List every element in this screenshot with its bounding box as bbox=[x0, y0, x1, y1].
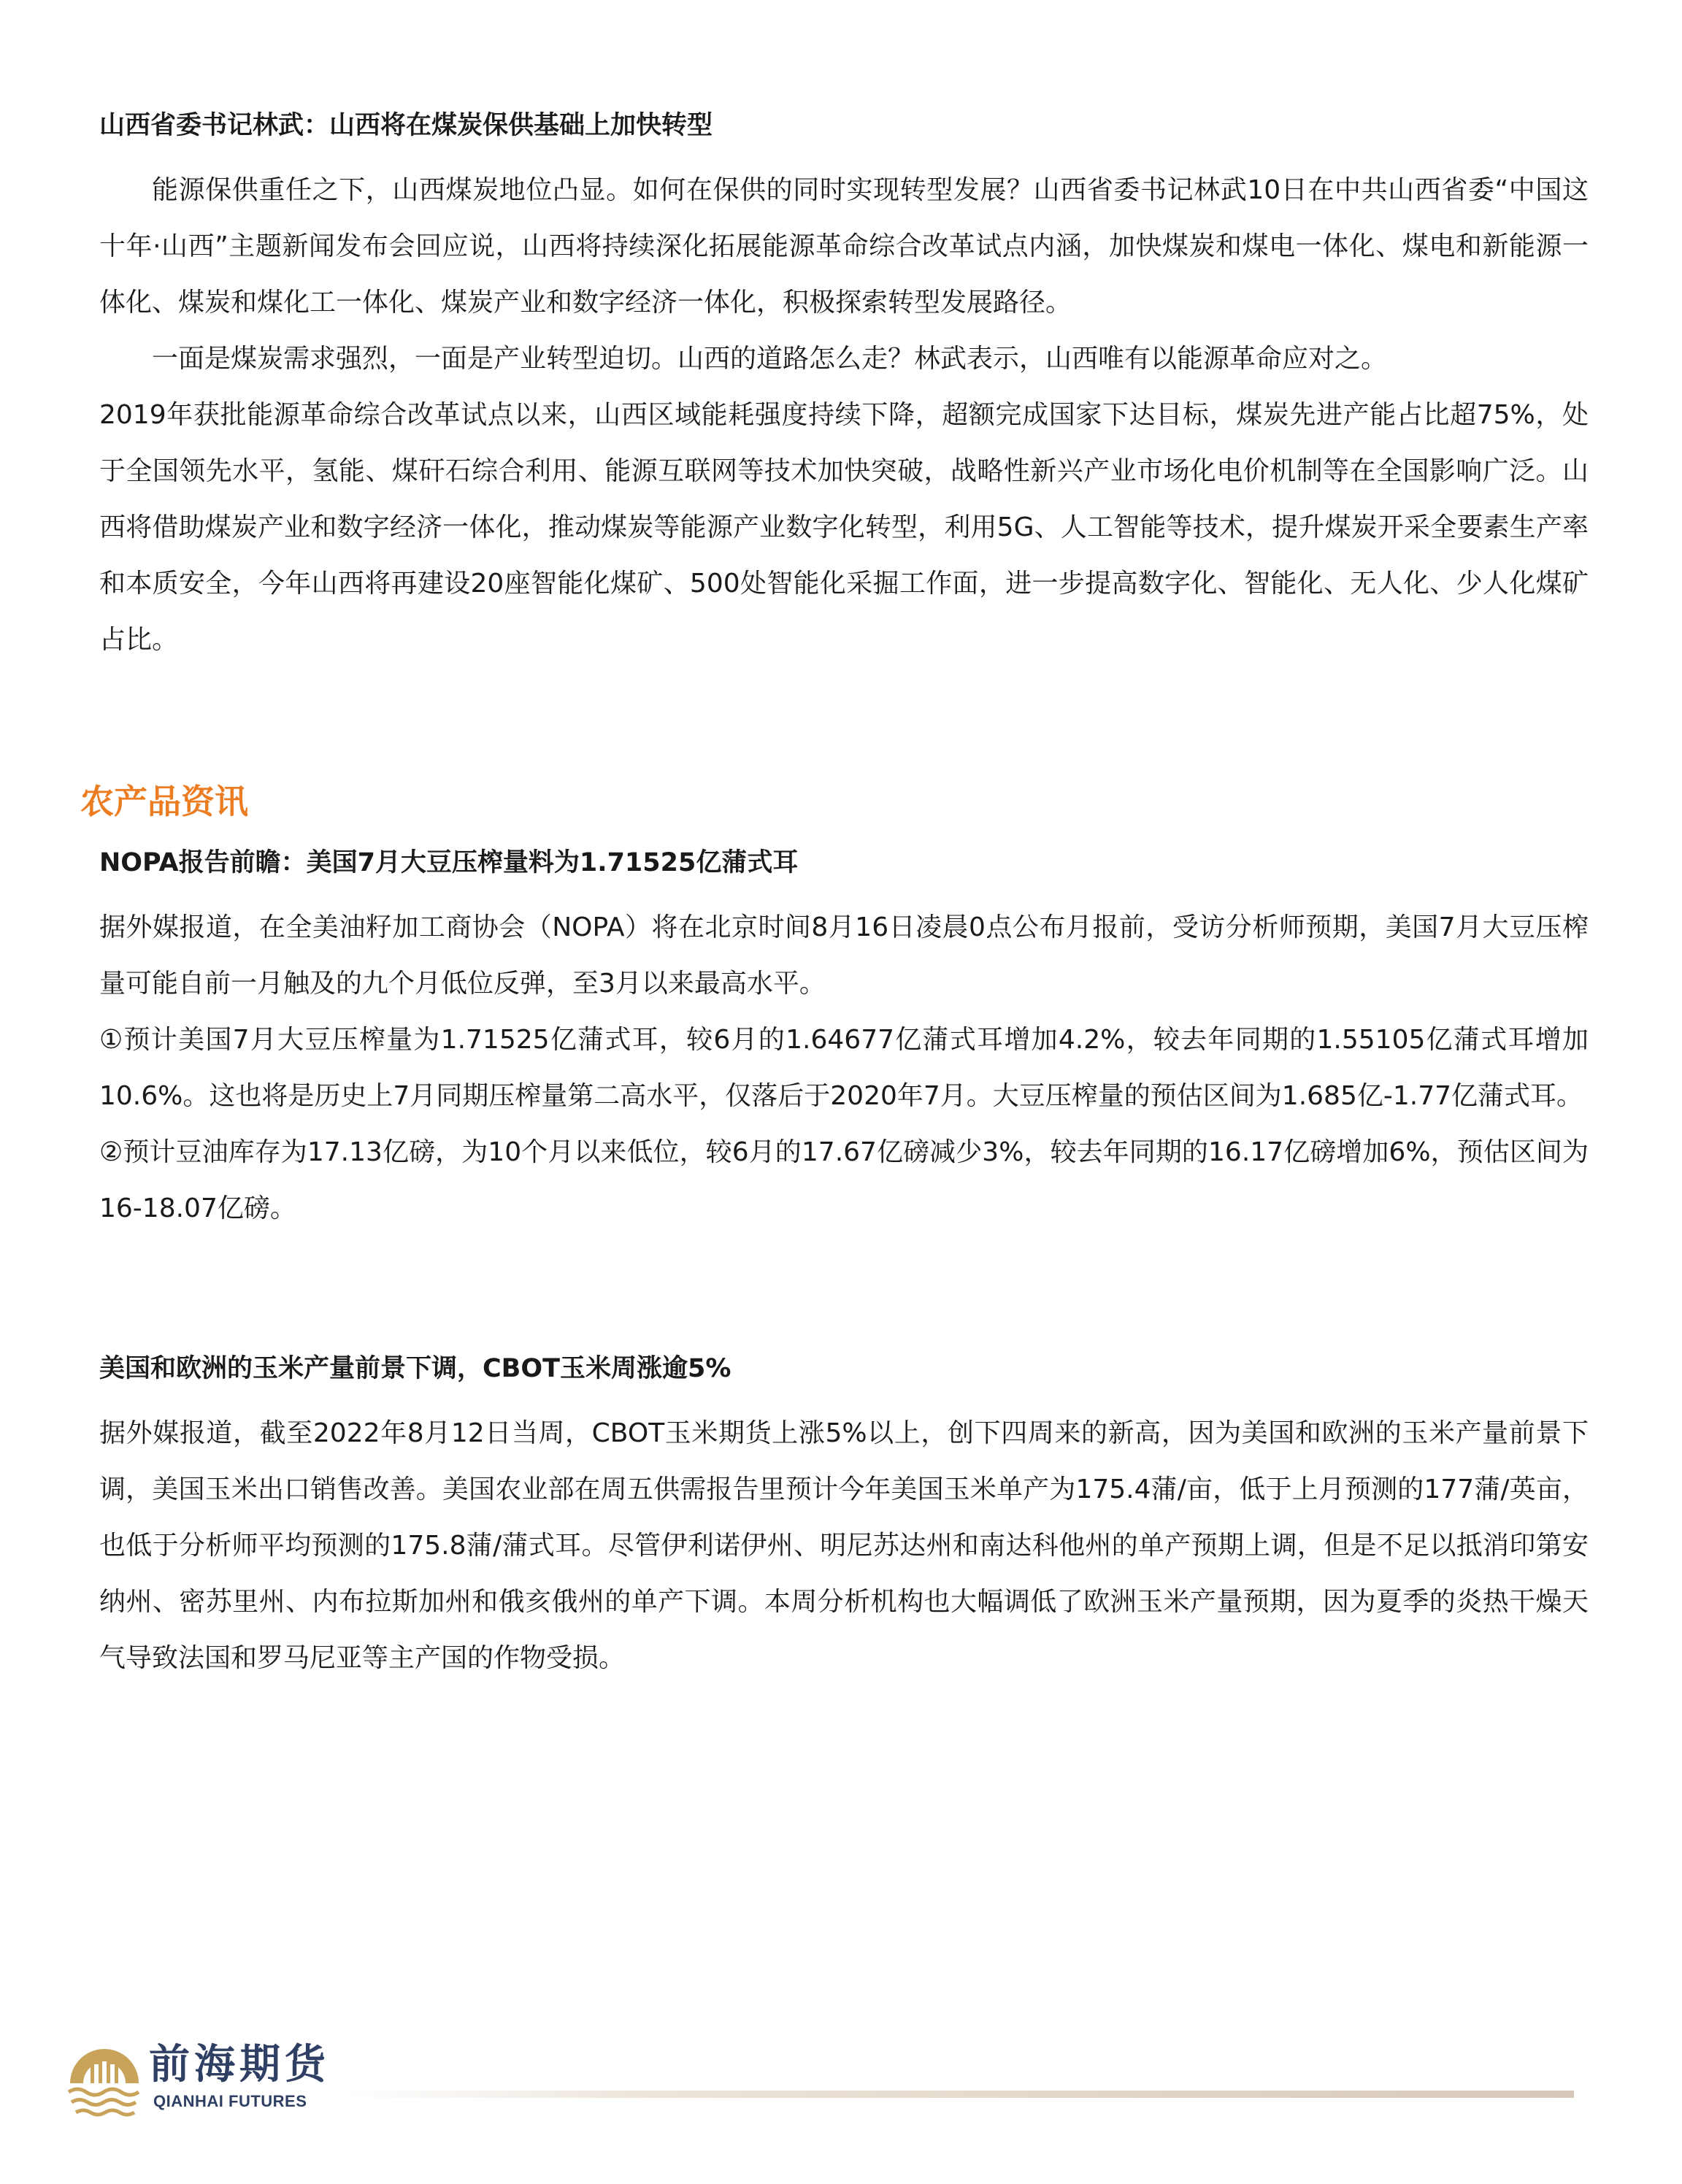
article-paragraph: ②预计豆油库存为17.13亿磅，为10个月以来低位，较6月的17.67亿磅减少3%，较去年同期的16.17亿磅增加6%，预估区间为16-18.07亿磅。 bbox=[99, 1137, 1589, 1223]
article-paragraph: 2019年获批能源革命综合改革试点以来，山西区域能耗强度持续下降，超额完成国家下达目标，煤炭先进产能占比超75%，处于全国领先水平，氢能、煤矸石综合利用、能源互联网等技术加快突破，战略性新兴产业市场化电价机制等在全国影响广泛。山西将借助煤炭产业和数字经济一体化，推动煤炭等能源产业数字化转型，利用5G、人工智能等技术，提升煤炭开采全要素生产率和本质安全，今年山西将再建设20座智能化煤矿、500处智能化采掘工作面，进一步提高数字化、智能化、无人化、少人化煤矿占比。 bbox=[99, 400, 1589, 655]
qianhai-logo-icon bbox=[64, 2037, 145, 2124]
article-paragraph: 一面是煤炭需求强烈，一面是产业转型迫切。山西的道路怎么走？林武表示，山西唯有以能源革命应对之。 bbox=[152, 344, 1388, 374]
section-title: 农产品资讯 bbox=[80, 782, 248, 821]
article-title: 山西省委书记林武：山西将在煤炭保供基础上加快转型 bbox=[99, 111, 713, 140]
article-paragraph: 能源保供重任之下，山西煤炭地位凸显。如何在保供的同时实现转型发展？山西省委书记林武10日在中共山西省委“中国这十年·山西”主题新闻发布会回应说，山西将持续深化拓展能源革命综合改革试点内涵，加快煤炭和煤电一体化、煤电和新能源一体化、煤炭和煤化工一体化、煤炭产业和数字经济一体化，积极探索转型发展路径。 bbox=[99, 175, 1589, 318]
article-paragraph: ①预计美国7月大豆压榨量为1.71525亿蒲式耳，较6月的1.64677亿蒲式耳增加4.2%，较去年同期的1.55105亿蒲式耳增加10.6%。这也将是历史上7月同期压榨量第二高水平，仅落后于2020年7月。大豆压榨量的预估区间为1.685亿-1.77亿蒲式耳。 bbox=[99, 1025, 1589, 1111]
article-corn bbox=[99, 1354, 1589, 1686]
article-title: NOPA报告前瞻：美国7月大豆压榨量料为1.71525亿蒲式耳 bbox=[99, 848, 799, 877]
logo-english-text: QIANHAI FUTURES bbox=[153, 2092, 307, 2110]
article-paragraph: 据外媒报道，在全美油籽加工商协会（NOPA）将在北京时间8月16日凌晨0点公布月报前，受访分析师预期，美国7月大豆压榨量可能自前一月触及的九个月低位反弹，至3月以来最高水平。 bbox=[99, 912, 1589, 999]
article-nopa bbox=[99, 848, 1589, 1237]
footer-divider bbox=[347, 2091, 1574, 2098]
company-logo bbox=[64, 2037, 330, 2124]
article-shanxi bbox=[99, 111, 1589, 668]
article-paragraph: 据外媒报道，截至2022年8月12日当周，CBOT玉米期货上涨5%以上，创下四周来的新高，因为美国和欧洲的玉米产量前景下调，美国玉米出口销售改善。美国农业部在周五供需报告里预计今年美国玉米单产为175.4蒲/亩，低于上月预测的177蒲/英亩，也低于分析师平均预测的175.8蒲/蒲式耳。尽管伊利诺伊州、明尼苏达州和南达科他州的单产预期上调，但是不足以抵消印第安纳州、密苏里州、内布拉斯加州和俄亥俄州的单产下调。本周分析机构也大幅调低了欧洲玉米产量预期，因为夏季的炎热干燥天气导致法国和罗马尼亚等主产国的作物受损。 bbox=[99, 1418, 1589, 1673]
article-title: 美国和欧洲的玉米产量前景下调，CBOT玉米周涨逾5% bbox=[99, 1354, 731, 1383]
logo-chinese-text: 前海期货 bbox=[149, 2040, 330, 2088]
